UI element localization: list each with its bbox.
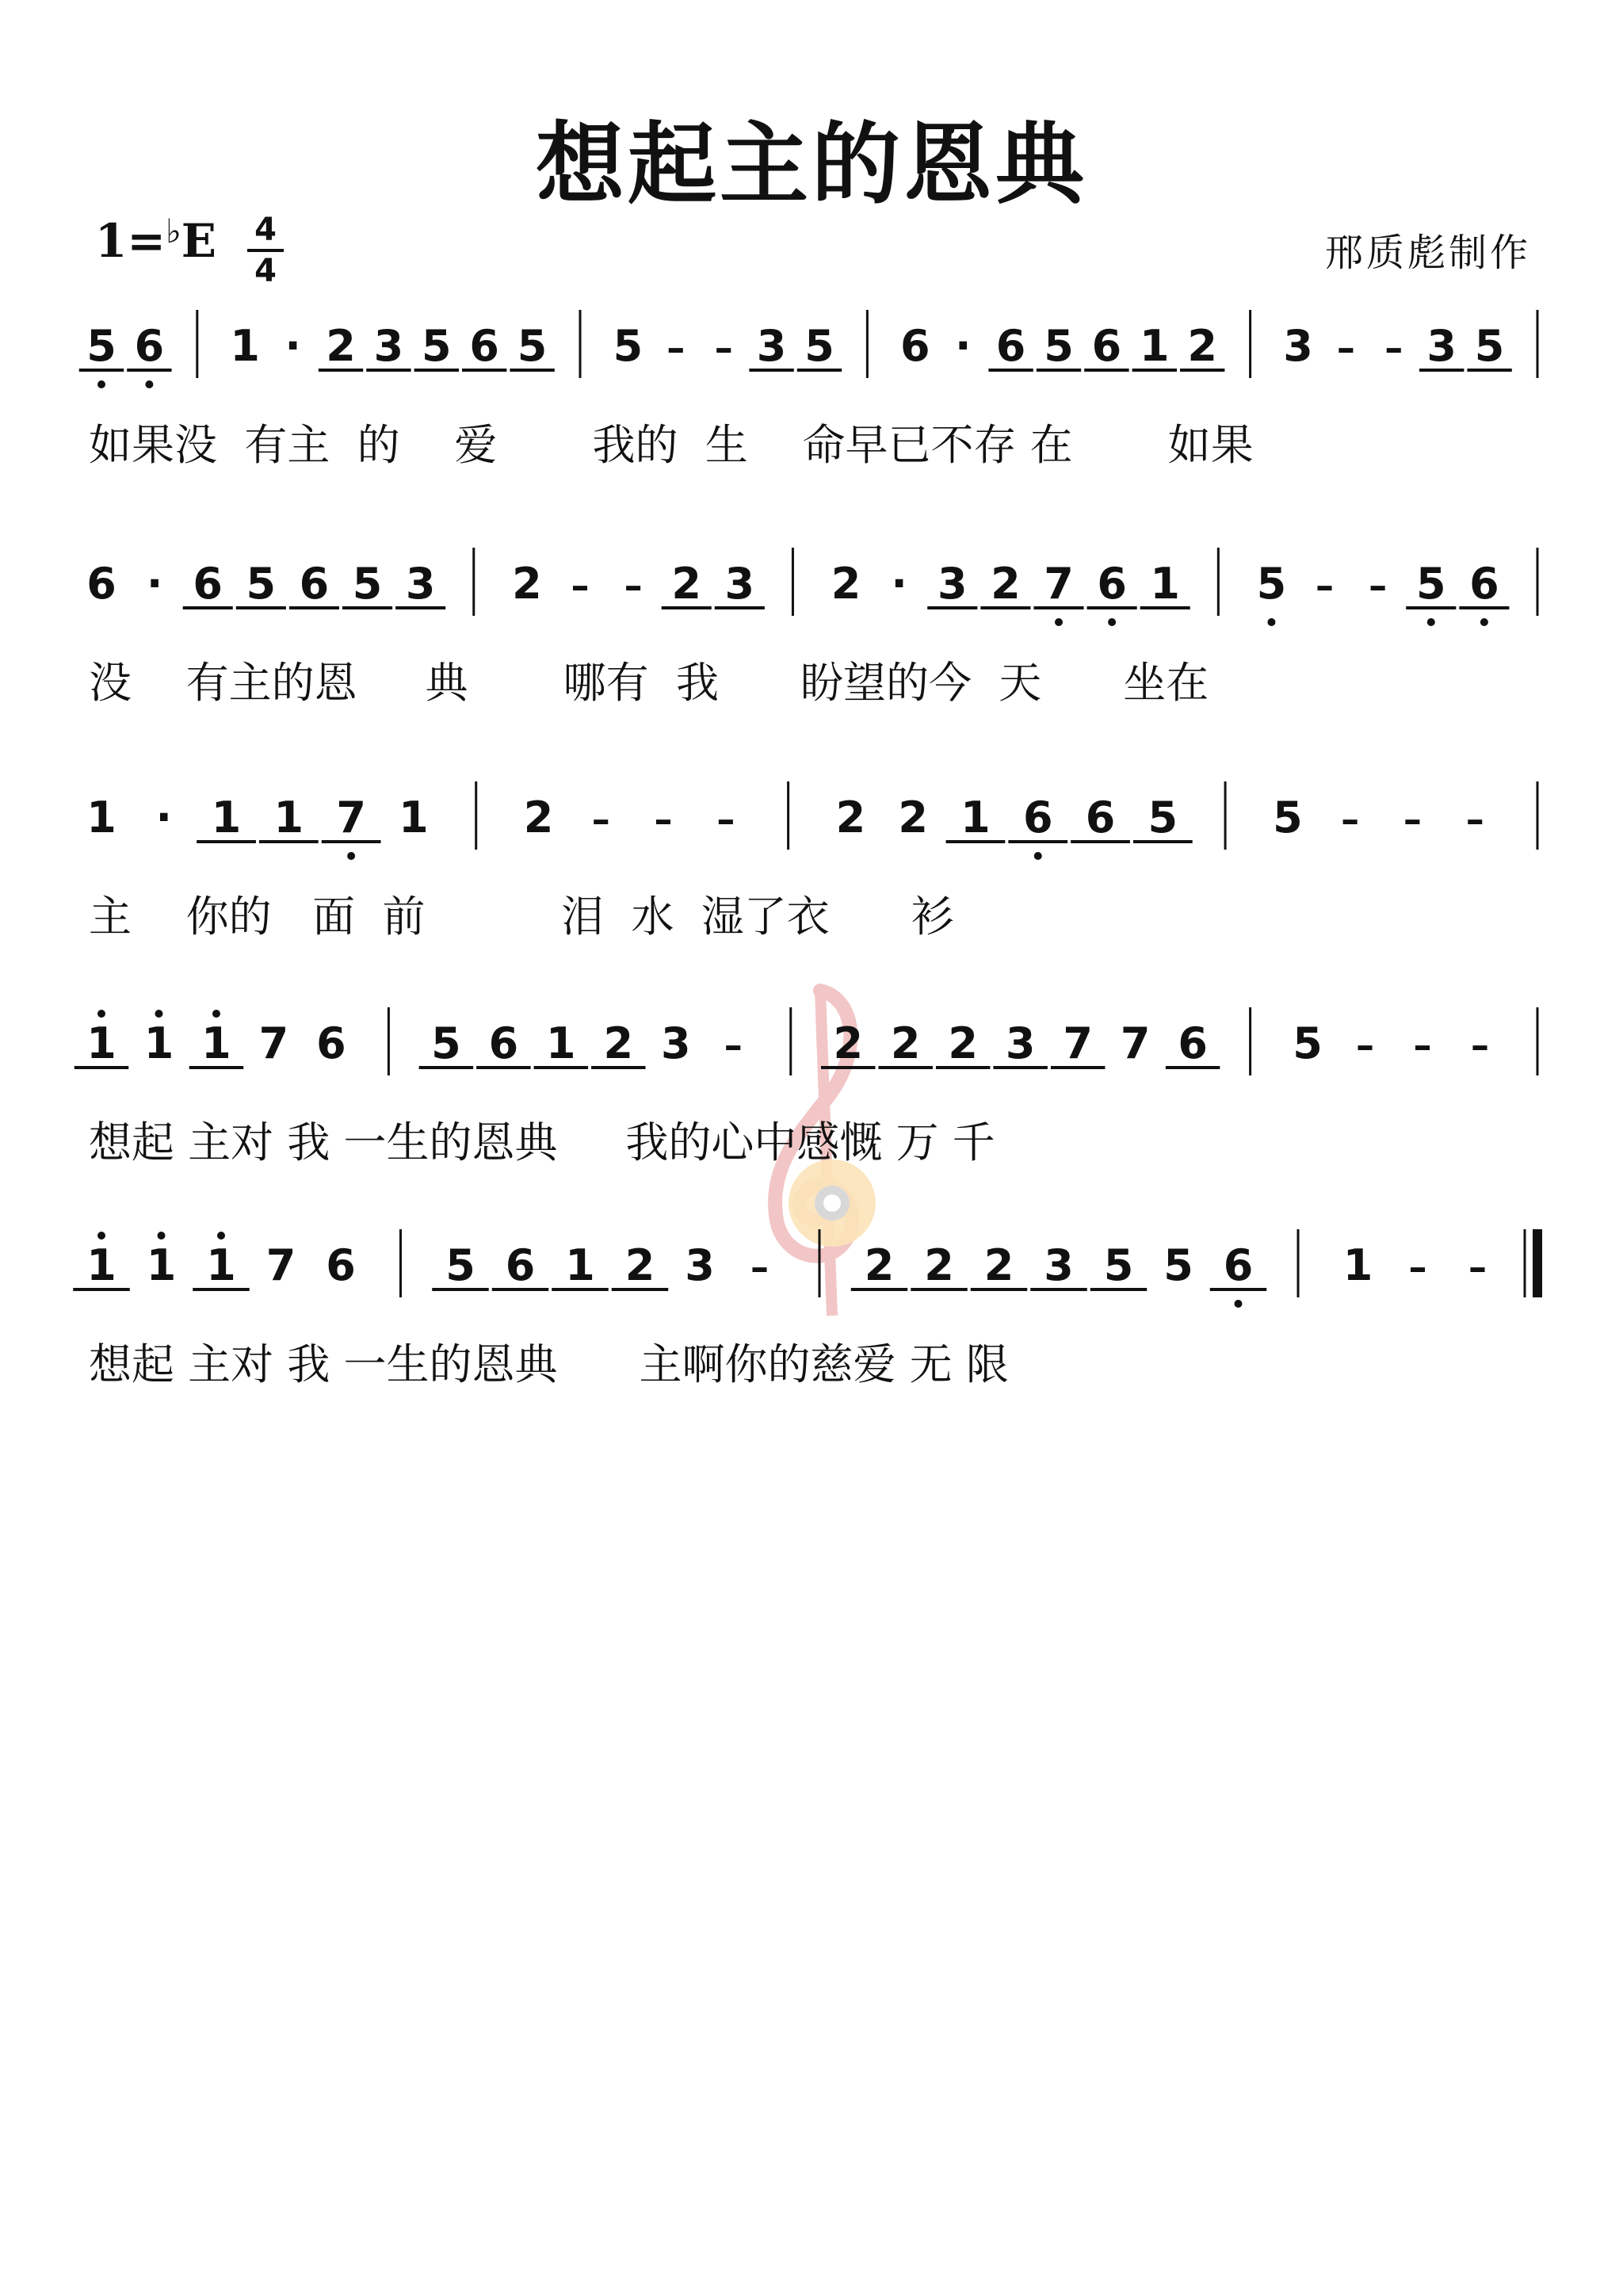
note-digit: 2 (898, 793, 928, 842)
meter-top: 4 (254, 212, 277, 248)
note-digit: 5 (431, 1018, 461, 1068)
note-digit: 5 (1415, 559, 1446, 609)
note-digit: 6 (1022, 793, 1053, 842)
meter-bottom: 4 (254, 253, 277, 289)
note-digit: 1 (273, 793, 304, 842)
note-digit: 5 (1163, 1240, 1193, 1290)
note-digit: 5 (517, 321, 548, 371)
note-digit: 7 (1063, 1018, 1093, 1068)
note-digit: 2 (326, 321, 356, 371)
note-digit: 2 (833, 1018, 864, 1068)
dash-mark: – (1408, 1246, 1427, 1289)
lyrics-line: 主 你的 面 前 泪 水 湿了衣 衫 (89, 892, 954, 942)
dash-mark: – (1384, 327, 1403, 369)
note-digit: 3 (937, 559, 968, 609)
note-digit: 3 (1426, 321, 1457, 371)
dot-mark: · (155, 793, 173, 842)
note-digit: 5 (352, 559, 383, 609)
note-digit: 6 (193, 559, 223, 609)
note-digit: 2 (890, 1018, 921, 1068)
note-digit: 3 (724, 559, 755, 609)
note-digit: 2 (948, 1018, 978, 1068)
dash-mark: – (750, 1246, 769, 1289)
note-digit: 6 (1097, 559, 1127, 609)
note-digit: 1 (143, 1018, 174, 1068)
note-digit: 5 (1103, 1240, 1134, 1290)
note-digit: 6 (488, 1018, 519, 1068)
dash-mark: – (1471, 1024, 1490, 1067)
key-prefix: 1= (95, 214, 166, 268)
note-digit: 1 (399, 793, 429, 842)
lyrics-line: 想起 主对 我 一生的恩典 主啊你的慈爱 无 限 (89, 1339, 1009, 1389)
note-digit: 2 (864, 1240, 895, 1290)
dash-mark: – (666, 327, 685, 369)
note-digit: 5 (1256, 559, 1287, 609)
flat-sign: ♭ (165, 212, 181, 250)
upper-octave-dot (217, 1232, 225, 1240)
note-digit: 6 (326, 1240, 356, 1290)
note-digit: 1 (546, 1018, 576, 1068)
note-digit: 6 (1223, 1240, 1254, 1290)
lyrics-line: 没 有主的恩 典 哪有 我 盼望的今 天 坐在 (89, 658, 1209, 708)
dash-mark: – (591, 798, 610, 841)
note-digit: 5 (804, 321, 834, 371)
note-digit: 1 (1150, 559, 1181, 609)
note-digit: 3 (405, 559, 436, 609)
note-digit: 6 (1469, 559, 1499, 609)
lower-octave-dot (1235, 1300, 1243, 1308)
note-digit: 1 (86, 1018, 116, 1068)
lyrics-line: 如果没 有主 的 爱 我的 生 命早已不存 在 如果 (89, 420, 1254, 470)
note-digit: 5 (246, 559, 277, 609)
note-digit: 6 (900, 321, 930, 371)
note-digit: 6 (134, 321, 165, 371)
author-credit: 邢质彪制作 (1324, 231, 1531, 275)
note-digit: 6 (316, 1018, 346, 1068)
dot-mark: · (954, 321, 972, 371)
note-digit: 5 (1148, 793, 1178, 842)
note-digit: 7 (336, 793, 366, 842)
note-digit: 3 (373, 321, 404, 371)
note-digit: 2 (671, 559, 702, 609)
note-digit: 1 (211, 793, 242, 842)
dash-mark: – (1413, 1024, 1432, 1067)
note-digit: 3 (1005, 1018, 1036, 1068)
dash-mark: – (571, 564, 590, 607)
note-digit: 5 (1474, 321, 1505, 371)
key-note: E (181, 214, 216, 268)
note-digit: 7 (265, 1240, 296, 1290)
note-digit: 1 (86, 1240, 116, 1290)
dot-mark: · (146, 559, 163, 609)
song-title: 想起主的恩典 (536, 113, 1087, 216)
note-digit: 5 (422, 321, 452, 371)
note-digit: 7 (1120, 1018, 1151, 1068)
dot-mark: · (285, 321, 301, 371)
dash-mark: – (716, 798, 735, 841)
note-digit: 2 (831, 559, 861, 609)
upper-octave-dot (158, 1232, 166, 1240)
note-digit: 1 (565, 1240, 595, 1290)
note-digit: 6 (1091, 321, 1122, 371)
note-digit: 3 (661, 1018, 691, 1068)
note-digit: 1 (201, 1018, 231, 1068)
dash-mark: – (724, 1024, 743, 1067)
note-digit: 2 (983, 1240, 1014, 1290)
note-digit: 2 (1187, 321, 1217, 371)
dash-mark: – (714, 327, 733, 369)
dash-mark: – (1356, 1024, 1375, 1067)
dash-mark: – (1403, 798, 1422, 841)
note-digit: 6 (1178, 1018, 1208, 1068)
note-digit: 2 (991, 559, 1021, 609)
lyrics-line: 想起 主对 我 一生的恩典 我的心中感慨 万 千 (89, 1117, 995, 1167)
dash-mark: – (1465, 798, 1484, 841)
dash-mark: – (654, 798, 673, 841)
dash-mark: – (1316, 564, 1335, 607)
note-digit: 6 (995, 321, 1026, 371)
dash-mark: – (624, 564, 643, 607)
note-digit: 5 (1044, 321, 1074, 371)
note-digit: 5 (445, 1240, 475, 1290)
note-digit: 2 (835, 793, 866, 842)
dash-mark: – (1341, 798, 1360, 841)
note-digit: 1 (1342, 1240, 1373, 1290)
note-digit: 2 (512, 559, 542, 609)
dash-mark: – (1468, 1246, 1487, 1289)
note-digit: 6 (505, 1240, 536, 1290)
dash-mark: – (1369, 564, 1388, 607)
note-digit: 2 (924, 1240, 954, 1290)
note-digit: 3 (1283, 321, 1313, 371)
note-digit: 7 (1044, 559, 1074, 609)
note-digit: 2 (523, 793, 554, 842)
note-digit: 1 (960, 793, 991, 842)
note-digit: 5 (613, 321, 643, 371)
note-digit: 3 (685, 1240, 715, 1290)
note-digit: 5 (86, 321, 116, 371)
note-digit: 1 (146, 1240, 177, 1290)
note-digit: 2 (624, 1240, 655, 1290)
note-digit: 6 (86, 559, 116, 609)
note-digit: 3 (1044, 1240, 1074, 1290)
note-digit: 5 (1293, 1018, 1323, 1068)
note-digit: 1 (86, 793, 116, 842)
note-digit: 6 (299, 559, 330, 609)
dot-mark: · (891, 559, 907, 609)
note-digit: 1 (206, 1240, 236, 1290)
note-digit: 2 (603, 1018, 634, 1068)
note-digit: 6 (1085, 793, 1116, 842)
note-digit: 3 (756, 321, 787, 371)
upper-octave-dot (97, 1232, 105, 1240)
note-digit: 1 (230, 321, 260, 371)
dash-mark: – (1336, 327, 1355, 369)
note-digit: 1 (1140, 321, 1170, 371)
note-digit: 5 (1273, 793, 1303, 842)
note-digit: 7 (258, 1018, 289, 1068)
note-digit: 6 (469, 321, 499, 371)
